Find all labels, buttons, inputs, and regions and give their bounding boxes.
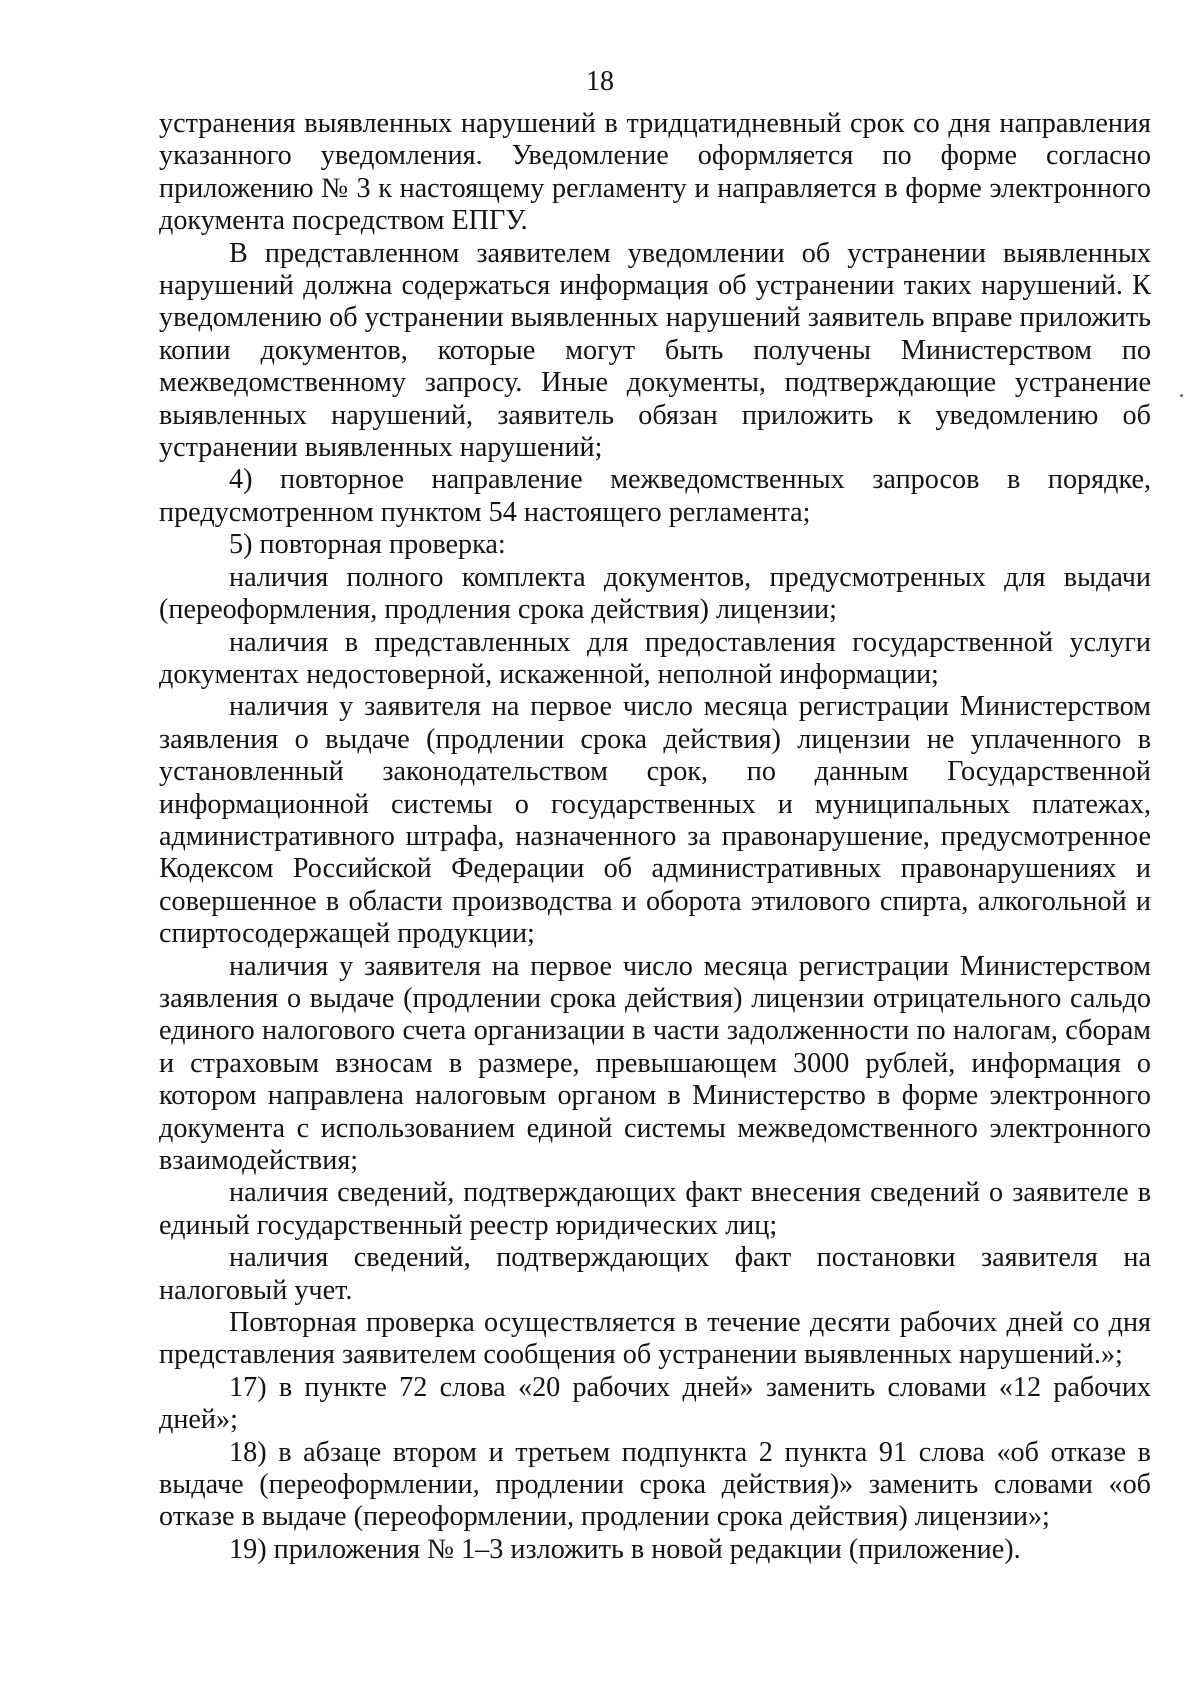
- paragraph-item-4: 4) повторное направление межведомственных запросов в порядке, предусмотренном пунктом 54 настоящего регламента;: [159, 464, 1151, 528]
- page-number: 18: [586, 66, 614, 97]
- document-body: [159, 108, 1151, 1566]
- paragraph-check-documents: наличия полного комплекта документов, предусмотренных для выдачи (переоформления, продления срока действия) лицензии;: [159, 561, 1151, 626]
- scan-mark: [1180, 394, 1183, 397]
- paragraph-recheck-period: Повторная проверка осуществляется в течение десяти рабочих дней со дня представления заявителем сообщения об устранении выявленных нарушений.»;: [159, 1307, 1151, 1371]
- paragraph-check-tax-balance: наличия у заявителя на первое число месяца регистрации Министерством заявления о выдаче (продлении срока действия) лицензии отрицательного сальдо единого налогового счета организации в части задолженности по налогам, сборам и страховым взносам в размере, превышающем 3000 рублей, информация о котором направлена налоговым органом в Министерство в форме электронного документа с использованием единой системы межведомственного электронного взаимодействия;: [159, 950, 1151, 1176]
- paragraph-continuation: устранения выявленных нарушений в тридцатидневный срок со дня направления указанного уведомления. Уведомление оформляется по форме согласно приложению № 3 к настоящему регламенту и направляется в форме электронного документа посредством ЕПГУ.: [159, 108, 1151, 237]
- paragraph-check-information: наличия в представленных для предоставления государственной услуги документах недостоверной, искаженной, неполной информации;: [159, 626, 1151, 690]
- paragraph-notification-content: В представленном заявителем уведомлении об устранении выявленных нарушений должна содержаться информация об устранении таких нарушений. К уведомлению об устранении выявленных нарушений заявитель вправе приложить копии документов, которые могут быть получены Министерством по межведомственному запросу. Иные документы, подтверждающие устранение выявленных нарушений, заявитель обязан приложить к уведомлению об устранении выявленных нарушений;: [159, 237, 1151, 464]
- paragraph-check-fine: наличия у заявителя на первое число месяца регистрации Министерством заявления о выдаче (продлении срока действия) лицензии не уплаченного в установленный законодательством срок, по данным Государственной информационной системы о государственных и муниципальных платежах, административного штрафа, назначенного за правонарушение, предусмотренное Кодексом Российской Федерации об административных правонарушениях и совершенное в области производства и оборота этилового спирта, алкогольной и спиртосодержащей продукции;: [159, 691, 1151, 950]
- paragraph-item-18: 18) в абзаце втором и третьем подпункта 2 пункта 91 слова «об отказе в выдаче (переоформлении, продлении срока действия)» заменить словами «об отказе в выдаче (переоформлении, продлении срока действия) лицензии»;: [159, 1436, 1151, 1533]
- paragraph-item-17: 17) в пункте 72 слова «20 рабочих дней» заменить словами «12 рабочих дней»;: [159, 1371, 1151, 1436]
- paragraph-item-5: 5) повторная проверка:: [229, 529, 506, 561]
- paragraph-check-registry: наличия сведений, подтверждающих факт внесения сведений о заявителе в единый государственный реестр юридических лиц;: [159, 1177, 1151, 1241]
- paragraph-item-19: 19) приложения № 1–3 изложить в новой редакции (приложение).: [229, 1533, 1021, 1565]
- paragraph-check-tax-registration: наличия сведений, подтверждающих факт постановки заявителя на налоговый учет.: [159, 1242, 1151, 1306]
